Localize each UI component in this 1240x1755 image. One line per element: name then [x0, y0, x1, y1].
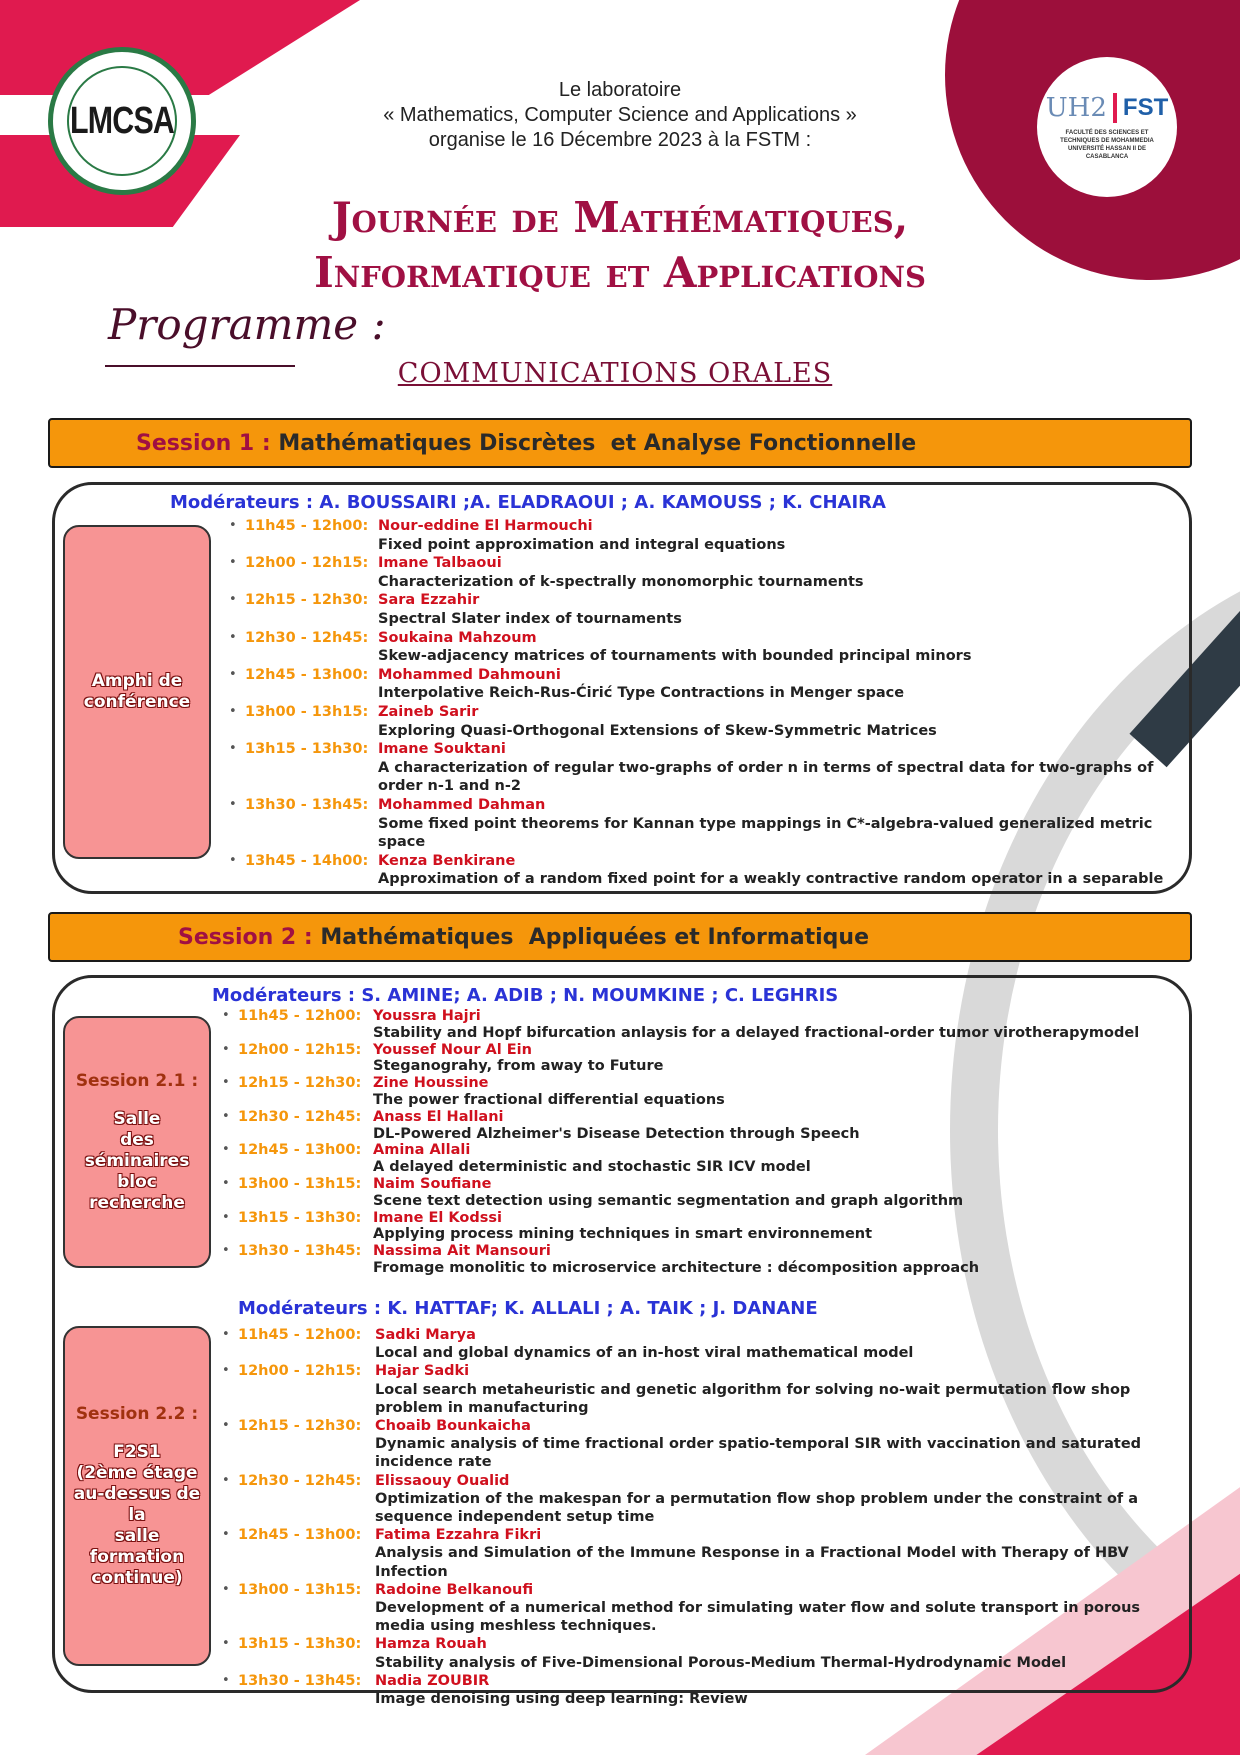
talk-speaker: Imane El Kodssi: [373, 1209, 502, 1226]
room-line: conférence: [83, 692, 191, 712]
talk-title: Stability analysis of Five-Dimensional Porous-Medium Thermal-Hydrodynamic Model: [375, 1654, 1067, 1671]
bullet-icon: •: [222, 1041, 230, 1057]
talk-time: 11h45 - 12h00:: [245, 518, 369, 534]
room-line: (2ème étage: [76, 1462, 198, 1483]
event-title: [200, 190, 1040, 300]
talk-title: Image denoising using deep learning: Review: [375, 1691, 748, 1708]
talk-time: 12h00 - 12h15:: [238, 1041, 362, 1058]
talk-speaker: Anass El Hallani: [373, 1108, 504, 1125]
talk-item: [222, 1362, 1188, 1417]
bullet-icon: •: [222, 1636, 230, 1652]
fst-logo-separator: [1113, 93, 1117, 123]
talk-time: 12h45 - 13h00:: [245, 666, 369, 683]
talk-time: 12h15 - 12h30:: [238, 1075, 362, 1092]
session-1-bar: [48, 418, 1192, 468]
talk-item: [222, 1326, 1188, 1362]
talk-time: 12h00 - 12h15:: [238, 1363, 362, 1380]
talk-item: [222, 1581, 1188, 1636]
talk-title: Steganograhy, from away to Future: [373, 1058, 664, 1075]
bullet-icon: •: [229, 666, 237, 682]
talk-item: [222, 1108, 1188, 1143]
talk-speaker: Nadia ZOUBIR: [375, 1672, 490, 1689]
talk-speaker: Imane Souktani: [378, 741, 506, 758]
room-line: salle formation: [89, 1525, 185, 1567]
talk-speaker: Zine Houssine: [373, 1075, 489, 1092]
bullet-icon: •: [229, 796, 237, 812]
talk-title: Applying process mining techniques in smart environnement: [373, 1226, 873, 1243]
lmcsa-logo-text: LMCSA: [69, 99, 175, 142]
bullet-icon: •: [222, 1209, 230, 1225]
session-2-1-room: [63, 1016, 211, 1268]
event-title-line-2: Informatique et Applications: [314, 248, 926, 297]
talk-speaker: Sadki Marya: [375, 1327, 476, 1343]
programme-underline: [105, 365, 295, 367]
talk-item: [222, 1243, 1188, 1277]
session-2-1-moderators: Modérateurs : S. AMINE; A. ADIB ; N. MOUMKINE ; C. LEGHRIS: [212, 985, 839, 1006]
talk-item: [229, 740, 1185, 796]
talk-time: 13h15 - 13h30:: [245, 741, 369, 758]
bullet-icon: •: [222, 1327, 230, 1342]
talk-title: Interpolative Reich-Rus-Ćirić Type Contractions in Menger space: [378, 685, 905, 702]
room-line: au-dessus de la: [73, 1483, 201, 1525]
intro-line-3: organise le 16 Décembre 2023 à la FSTM :: [428, 129, 812, 151]
intro-text: [300, 78, 940, 153]
talk-title: Exploring Quasi-Orthogonal Extensions of Skew-Symmetric Matrices: [378, 722, 937, 739]
talk-time: 13h30 - 13h45:: [238, 1243, 362, 1260]
talk-title: Scene text detection using semantic segmentation and graph algorithm: [373, 1192, 964, 1209]
talk-item: [229, 517, 1185, 554]
talk-speaker: Elissaouy Oualid: [375, 1472, 510, 1489]
talk-speaker: Hamza Rouah: [375, 1636, 487, 1653]
talk-time: 12h30 - 12h45:: [238, 1108, 362, 1125]
talk-item: [229, 666, 1185, 703]
talk-speaker: Mohammed Dahman: [378, 796, 546, 813]
talk-time: 11h45 - 12h00:: [238, 1008, 362, 1024]
talk-time: 13h00 - 13h15:: [238, 1581, 362, 1598]
talk-title: Local and global dynamics of an in-host viral mathematical model: [375, 1345, 914, 1362]
session-2-1-label: Session 2.1 :: [75, 1070, 199, 1091]
talk-title: The power fractional differential equations: [373, 1091, 725, 1108]
talk-speaker: Soukaina Mahzoum: [378, 629, 537, 646]
talk-time: 13h45 - 14h00:: [245, 852, 369, 869]
talk-speaker: Youssef Nour Al Ein: [373, 1041, 532, 1058]
talk-speaker: Sara Ezzahir: [378, 592, 480, 609]
talk-item: [229, 591, 1185, 628]
talk-speaker: Imane Talbaoui: [378, 555, 502, 572]
talk-speaker: Kenza Benkirane: [378, 852, 516, 869]
talk-title: Approximation of a random fixed point for a weakly contractive random operator in a separable: [378, 871, 1164, 888]
bullet-icon: •: [222, 1108, 230, 1124]
talk-time: 12h15 - 12h30:: [245, 592, 369, 609]
talk-speaker: Fatima Ezzahra Fikri: [375, 1527, 542, 1544]
bullet-icon: •: [222, 1472, 230, 1488]
talk-title: A delayed deterministic and stochastic SIR ICV model: [373, 1159, 811, 1176]
session-2-1-talk-list: [222, 1008, 1188, 1277]
bullet-icon: •: [229, 555, 237, 571]
fst-logo-subtitle: FACULTÉ DES SCIENCES ET TECHNIQUES DE MOHAMMEDIA UNIVERSITÉ HASSAN II DE CASABLANCA: [1060, 130, 1154, 160]
bullet-icon: •: [222, 1142, 230, 1158]
talk-time: 13h00 - 13h15:: [238, 1175, 362, 1192]
talk-item: [229, 703, 1185, 740]
bullet-icon: •: [229, 592, 237, 608]
room-line: Salle: [113, 1108, 161, 1129]
talk-item: [222, 1672, 1188, 1708]
talk-time: 12h45 - 13h00:: [238, 1142, 362, 1159]
session-1-talk-list: [229, 517, 1185, 889]
bullet-icon: •: [222, 1418, 230, 1434]
session-1-moderators: Modérateurs : A. BOUSSAIRI ;A. ELADRAOUI ; A. KAMOUSS ; K. CHAIRA: [170, 492, 886, 513]
talk-item: [222, 1209, 1188, 1244]
talk-speaker: Zaineb Sarir: [378, 703, 479, 720]
talk-speaker: Youssra Hajri: [373, 1008, 481, 1024]
talk-time: 13h30 - 13h45:: [238, 1672, 362, 1689]
talk-item: [222, 1175, 1188, 1210]
event-title-line-1: Journée de Mathématiques,: [331, 193, 909, 242]
bullet-icon: •: [229, 518, 237, 533]
talk-item: [222, 1075, 1188, 1109]
talk-title: Optimization of the makespan for a permutation flow shop problem under the constraint of a sequence independent setup time: [375, 1490, 1139, 1526]
talk-item: [222, 1041, 1188, 1076]
talk-time: 12h30 - 12h45:: [245, 629, 369, 646]
talk-speaker: Amina Allali: [373, 1142, 471, 1159]
talk-time: 12h30 - 12h45:: [238, 1472, 362, 1489]
bullet-icon: •: [229, 703, 237, 719]
programme-heading: Programme :: [108, 300, 386, 349]
session-2-2-room: [63, 1326, 211, 1666]
bullet-icon: •: [229, 629, 237, 645]
bullet-icon: •: [229, 741, 237, 757]
session-1-label: Session 1 :: [136, 430, 279, 456]
talk-title: Skew-adjacency matrices of tournaments with bounded principal minors: [378, 648, 972, 665]
session-1-room: [63, 525, 211, 859]
intro-line-1: Le laboratoire: [558, 79, 682, 101]
session-1-title: Mathématiques Discrètes et Analyse Fonctionnelle: [278, 430, 917, 456]
talk-item: [222, 1472, 1188, 1527]
talk-time: 13h15 - 13h30:: [238, 1636, 362, 1653]
talk-speaker: Nassima Ait Mansouri: [373, 1243, 551, 1260]
bullet-icon: •: [222, 1581, 230, 1597]
talk-speaker: Mohammed Dahmouni: [378, 666, 561, 683]
talk-item: [222, 1526, 1188, 1581]
session-2-2-label: Session 2.2 :: [75, 1403, 199, 1424]
talk-time: 13h00 - 13h15:: [245, 703, 369, 720]
fst-logo: [1037, 57, 1177, 197]
talk-speaker: Hajar Sadki: [375, 1363, 470, 1380]
bullet-icon: •: [222, 1672, 230, 1688]
talk-time: 12h45 - 13h00:: [238, 1527, 362, 1544]
talk-item: [222, 1635, 1188, 1671]
talk-speaker: Choaib Bounkaicha: [375, 1418, 531, 1435]
room-line: F2S1: [113, 1441, 161, 1462]
bullet-icon: •: [222, 1363, 230, 1379]
bullet-icon: •: [222, 1008, 230, 1023]
room-line: Amphi de: [91, 671, 183, 691]
talk-title: Spectral Slater index of tournaments: [378, 610, 682, 627]
fst-logo-name: FST: [1122, 94, 1169, 121]
talk-title: A characterization of regular two-graphs of order n in terms of spectral data for two-graphs of order n-1 and n-2: [378, 759, 1154, 795]
session-2-label: Session 2 :: [178, 924, 321, 950]
talk-title: Stability and Hopf bifurcation anlaysis for a delayed fractional-order tumor virotherapymodel: [373, 1024, 1140, 1041]
session-2-2-talk-list: [222, 1326, 1188, 1708]
talk-title: Some fixed point theorems for Kannan type mappings in C*-algebra-valued generalized metric space: [378, 815, 1153, 851]
talk-time: 12h15 - 12h30:: [238, 1418, 362, 1435]
talk-item: [222, 1142, 1188, 1176]
talk-title: DL-Powered Alzheimer's Disease Detection through Speech: [373, 1125, 860, 1142]
talk-item: [229, 629, 1185, 666]
bullet-icon: •: [222, 1075, 230, 1091]
talk-item: [229, 554, 1185, 591]
bullet-icon: •: [222, 1175, 230, 1191]
talk-item: [222, 1008, 1188, 1042]
session-2-2-moderators: Modérateurs : K. HATTAF; K. ALLALI ; A. TAIK ; J. DANANE: [238, 1298, 818, 1319]
talk-item: [222, 1417, 1188, 1472]
bullet-icon: •: [222, 1243, 230, 1259]
talk-item: [229, 852, 1185, 889]
room-line: bloc recherche: [89, 1171, 185, 1213]
talk-time: 12h00 - 12h15:: [245, 555, 369, 572]
talk-speaker: Nour-eddine El Harmouchi: [378, 518, 593, 534]
talk-time: 11h45 - 12h00:: [238, 1327, 362, 1343]
talk-title: Characterization of k-spectrally monomorphic tournaments: [378, 573, 864, 590]
talk-speaker: Radoine Belkanoufi: [375, 1581, 534, 1598]
talk-title: Dynamic analysis of time fractional order spatio-temporal SIR with vaccination and saturated incidence rate: [375, 1436, 1142, 1471]
talk-title: Fromage monolitic to microservice architecture : décomposition approach: [373, 1259, 980, 1276]
bullet-icon: •: [222, 1527, 230, 1543]
talk-time: 13h30 - 13h45:: [245, 796, 369, 813]
session-2-title: Mathématiques Appliquées et Informatique: [320, 924, 870, 950]
fst-logo-mark: [1046, 93, 1168, 123]
session-2-bar: [48, 912, 1192, 962]
talk-title: Local search metaheuristic and genetic algorithm for solving no-wait permutation flow shop problem in manufacturing: [375, 1381, 1131, 1416]
talk-title: Analysis and Simulation of the Immune Response in a Fractional Model with Therapy of HBV Infection: [375, 1545, 1129, 1580]
talk-title: Fixed point approximation and integral equations: [378, 536, 786, 553]
talk-speaker: Naim Soufiane: [373, 1175, 492, 1192]
room-line: continue): [91, 1567, 183, 1588]
fst-logo-uh: UH2: [1045, 93, 1107, 123]
room-line: des séminaires: [84, 1129, 190, 1171]
intro-line-2: « Mathematics, Computer Science and Applications »: [383, 104, 857, 126]
communications-heading: COMMUNICATIONS ORALES: [397, 358, 833, 389]
talk-item: [229, 796, 1185, 852]
bullet-icon: •: [229, 852, 237, 868]
talk-time: 13h15 - 13h30:: [238, 1209, 362, 1226]
talk-title: Development of a numerical method for simulating water flow and solute transport in porous media using meshless techniques.: [375, 1600, 1141, 1635]
lmcsa-logo: [48, 47, 196, 195]
